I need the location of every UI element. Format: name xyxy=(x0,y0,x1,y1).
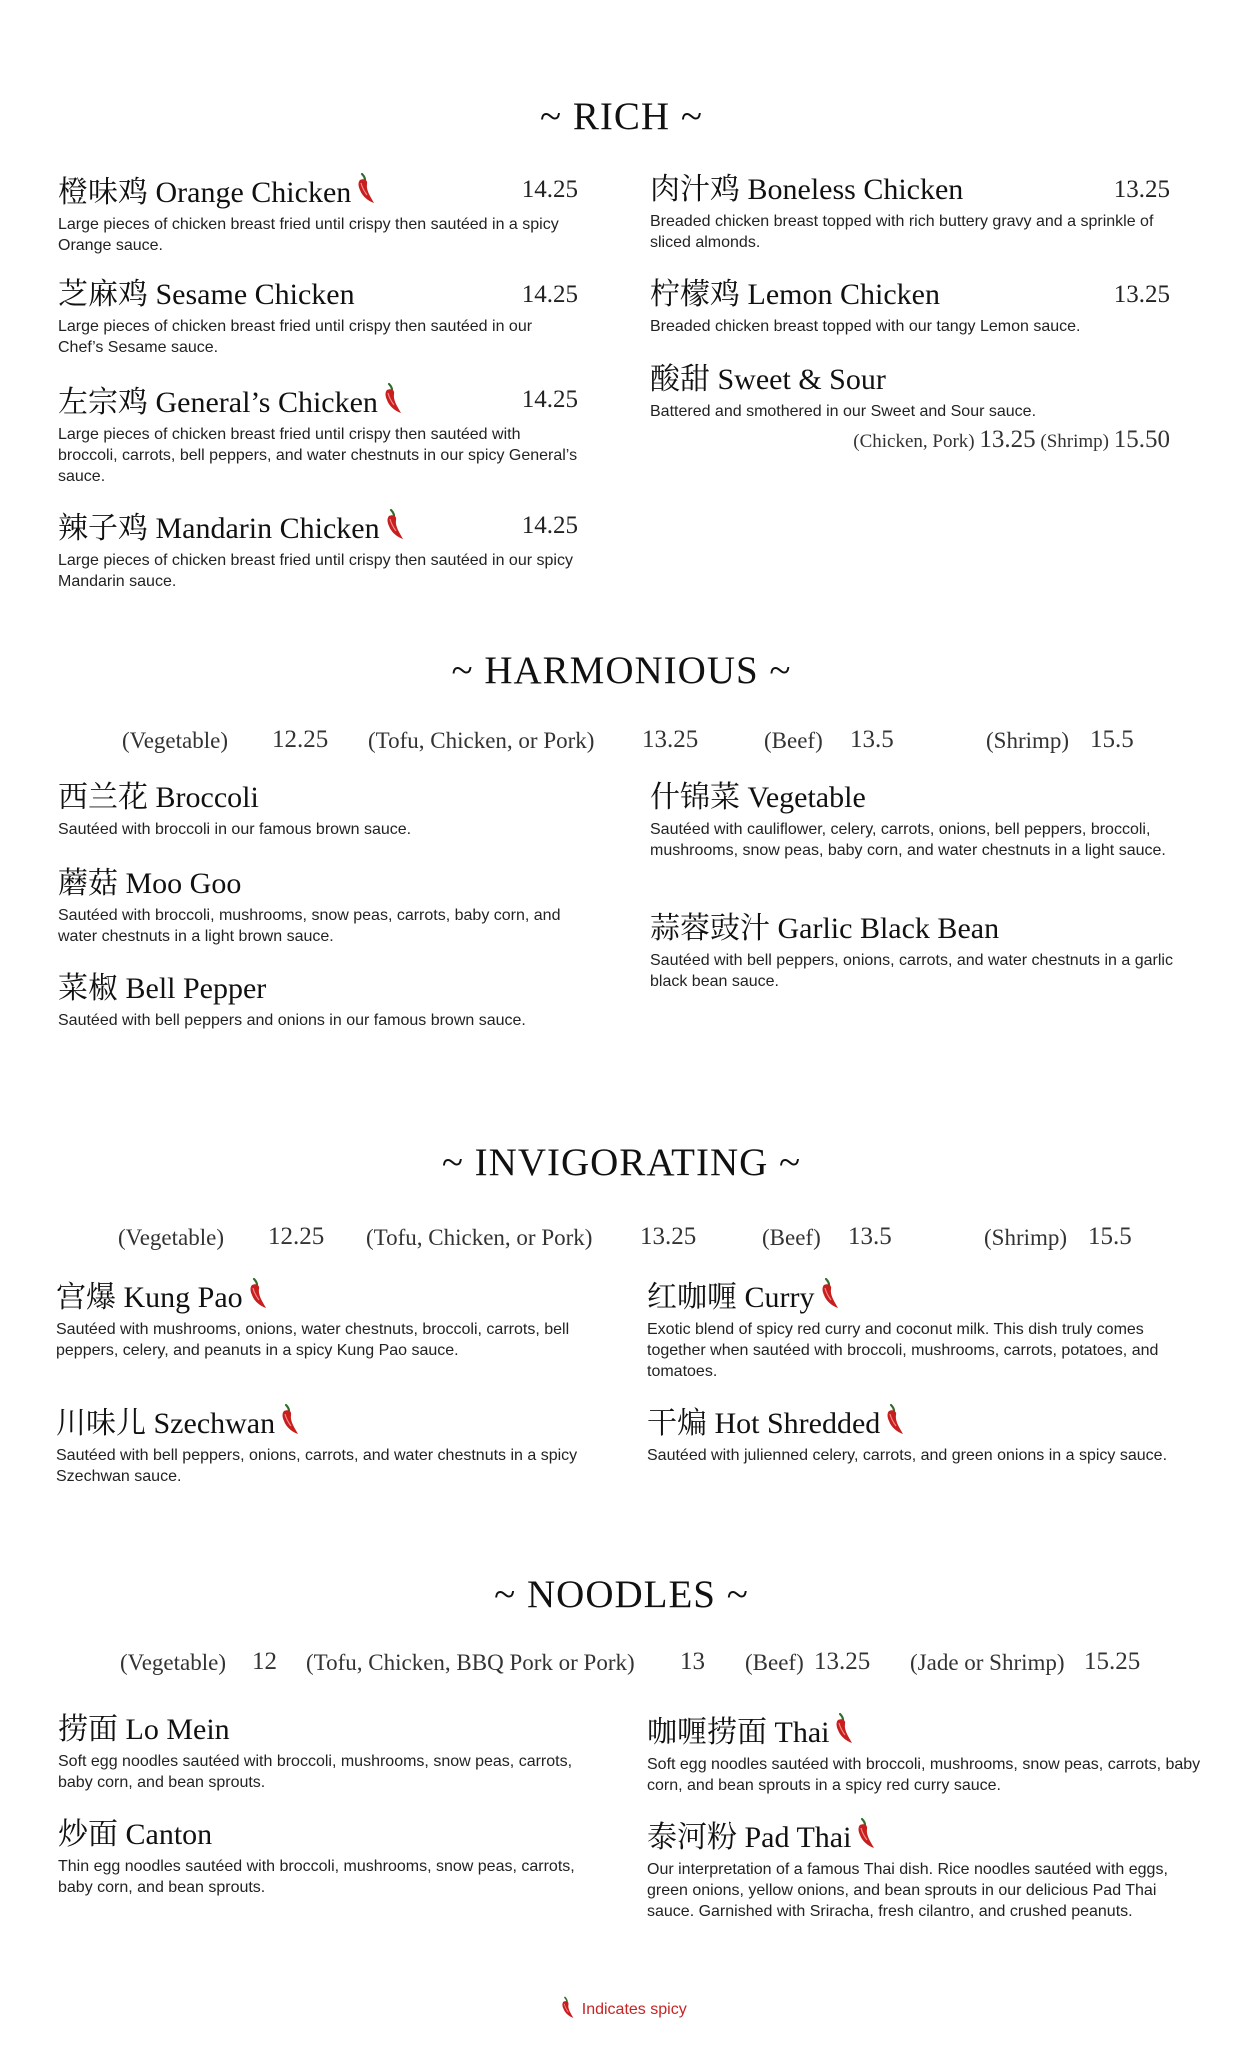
item-price: 14.25 xyxy=(521,176,578,203)
price-option-label: (Shrimp) xyxy=(1040,431,1109,452)
spicy-legend xyxy=(0,1996,1243,2020)
item-name xyxy=(647,1277,1192,1316)
item-name-en: Curry xyxy=(744,1281,815,1314)
chili-pepper-icon xyxy=(559,1996,575,2020)
price-option-label: (Chicken, Pork) xyxy=(853,431,975,452)
item-name xyxy=(647,1712,1207,1751)
item-name-zh: 红咖喱 xyxy=(647,1281,737,1314)
menu-item-orange-chicken xyxy=(58,172,578,256)
item-name-en: Canton xyxy=(125,1818,213,1851)
price-value: 13.25 xyxy=(642,726,699,753)
item-name-zh: 橙味鸡 xyxy=(58,176,148,209)
price-value: 13.25 xyxy=(814,1648,871,1675)
item-name-en: Moo Goo xyxy=(125,867,242,900)
chili-pepper-icon xyxy=(354,172,376,206)
price-option-value: 13.25 xyxy=(979,426,1036,453)
item-name-en: Mandarin Chicken xyxy=(155,512,380,545)
price-label: (Shrimp) xyxy=(984,1225,1068,1250)
item-name xyxy=(650,911,1180,947)
item-name xyxy=(58,1817,598,1853)
item-name-zh: 肉汁鸡 xyxy=(650,173,740,206)
menu-item-lemon-chicken xyxy=(650,277,1170,337)
price-value: 12.25 xyxy=(272,726,329,753)
item-price: 13.25 xyxy=(1113,281,1170,308)
price-label: (Beef) xyxy=(762,1225,821,1250)
menu-item-curry xyxy=(647,1277,1192,1382)
item-name xyxy=(58,172,578,211)
item-description: Sautéed with broccoli, mushrooms, snow peas, carrots, baby corn, and water chestnuts in a light brown sauce. xyxy=(58,907,561,945)
price-value: 12.25 xyxy=(268,1223,325,1250)
menu-item-broccoli xyxy=(58,780,578,840)
item-name-zh: 柠檬鸡 xyxy=(650,278,740,311)
item-name-zh: 辣子鸡 xyxy=(58,512,148,545)
item-name-zh: 蘑菇 xyxy=(58,867,118,900)
menu-item-thai xyxy=(647,1712,1207,1796)
item-price: 13.25 xyxy=(1113,176,1170,203)
item-name-en: Boneless Chicken xyxy=(747,173,964,206)
item-name-zh: 左宗鸡 xyxy=(58,386,148,419)
chili-pepper-icon xyxy=(246,1277,268,1311)
item-name-zh: 菜椒 xyxy=(58,972,118,1005)
item-name xyxy=(650,172,1170,208)
menu-item-boneless-chicken xyxy=(650,172,1170,253)
item-name-en: Pad Thai xyxy=(744,1821,852,1854)
price-label: (Vegetable) xyxy=(122,728,228,753)
menu-item-canton xyxy=(58,1817,598,1898)
item-name xyxy=(56,1277,596,1316)
menu-item-bell-pepper xyxy=(58,971,578,1031)
item-name-en: General’s Chicken xyxy=(155,386,378,419)
menu-item-sesame-chicken xyxy=(58,277,578,358)
item-name-en: Lo Mein xyxy=(125,1713,230,1746)
item-name xyxy=(650,277,1170,313)
item-description: Sautéed with bell peppers, onions, carrots, and water chestnuts in a spicy Szechwan sauce. xyxy=(56,1447,578,1485)
item-name-zh: 宫爆 xyxy=(56,1281,116,1314)
item-name-zh: 什锦菜 xyxy=(650,781,740,814)
menu-item-vegetable xyxy=(650,780,1180,861)
item-name xyxy=(650,362,1170,398)
item-price: 14.25 xyxy=(521,386,578,413)
item-name-zh: 捞面 xyxy=(58,1713,118,1746)
price-label: (Tofu, Chicken, or Pork) xyxy=(368,728,595,753)
item-name-en: Sesame Chicken xyxy=(155,278,355,311)
item-description: Sautéed with cauliflower, celery, carrots, onions, bell peppers, broccoli, mushrooms, snow peas, baby corn, and water chestnuts in a light sauce. xyxy=(650,821,1166,859)
menu-item-mandarin-chicken xyxy=(58,508,578,592)
section-title-noodles: ~ NOODLES ~ xyxy=(494,1573,749,1616)
item-name-en: Garlic Black Bean xyxy=(777,912,1000,945)
item-name-en: Orange Chicken xyxy=(155,176,352,209)
item-description: Exotic blend of spicy red curry and coconut milk. This dish truly comes together when sautéed with broccoli, mushrooms, carrots, potatoes, and tomatoes. xyxy=(647,1321,1159,1380)
item-description: Sautéed with bell peppers, onions, carrots, and water chestnuts in a garlic black bean sauce. xyxy=(650,952,1173,990)
item-name-zh: 炒面 xyxy=(58,1818,118,1851)
price-label: (Vegetable) xyxy=(118,1225,224,1250)
price-label: (Beef) xyxy=(764,728,823,753)
item-name-zh: 蒜蓉豉汁 xyxy=(650,912,770,945)
item-name-en: Thai xyxy=(774,1716,830,1749)
item-name xyxy=(58,1712,598,1748)
price-value: 13 xyxy=(680,1648,705,1675)
item-description: Sautéed with broccoli in our famous brown sauce. xyxy=(58,821,412,838)
item-description: Sautéed with mushrooms, onions, water chestnuts, broccoli, carrots, bell peppers, celery, and peanuts in a spicy Kung Pao sauce. xyxy=(56,1321,570,1359)
item-description: Thin egg noodles sautéed with broccoli, mushrooms, snow peas, carrots, baby corn, and bean sprouts. xyxy=(58,1858,575,1896)
item-name-zh: 酸甜 xyxy=(650,363,710,396)
menu-item-lo-mein xyxy=(58,1712,598,1793)
menu-item-szechwan xyxy=(56,1403,616,1487)
menu-item-pad-thai xyxy=(647,1817,1207,1922)
price-label: (Shrimp) xyxy=(986,728,1070,753)
item-price-options xyxy=(650,426,1170,454)
menu-item-sweet-and-sour xyxy=(650,362,1170,454)
item-name-zh: 西兰花 xyxy=(58,781,148,814)
item-price: 14.25 xyxy=(521,281,578,308)
item-name xyxy=(647,1403,1192,1442)
item-description: Soft egg noodles sautéed with broccoli, mushrooms, snow peas, carrots, baby corn, and bean sprouts in a spicy red curry sauce. xyxy=(647,1756,1201,1794)
item-price: 14.25 xyxy=(521,512,578,539)
item-description: Large pieces of chicken breast fried until crispy then sautéed in our Chef’s Sesame sauce. xyxy=(58,318,533,356)
price-option-value: 15.50 xyxy=(1113,426,1170,453)
menu-item-hot-shredded xyxy=(647,1403,1192,1466)
item-name-zh: 川味儿 xyxy=(56,1407,146,1440)
item-name-zh: 咖喱捞面 xyxy=(647,1716,767,1749)
item-name-en: Vegetable xyxy=(747,781,866,814)
price-label: (Tofu, Chicken, or Pork) xyxy=(366,1225,593,1250)
price-value: 13.5 xyxy=(850,726,894,753)
item-name xyxy=(58,780,578,816)
item-name xyxy=(647,1817,1207,1856)
item-name-zh: 泰河粉 xyxy=(647,1821,737,1854)
menu-item-generals-chicken xyxy=(58,382,578,487)
item-name xyxy=(58,382,578,421)
menu-item-moo-goo xyxy=(58,866,578,947)
legend-text: Indicates spicy xyxy=(581,2001,687,2018)
price-value: 12 xyxy=(252,1648,277,1675)
price-label: (Vegetable) xyxy=(120,1650,226,1675)
item-name-en: Szechwan xyxy=(153,1407,276,1440)
item-name xyxy=(56,1403,616,1442)
chili-pepper-icon xyxy=(832,1712,854,1746)
item-name xyxy=(650,780,1180,816)
section-title-harmonious: ~ HARMONIOUS ~ xyxy=(451,649,792,692)
item-description: Breaded chicken breast topped with our tangy Lemon sauce. xyxy=(650,318,1081,335)
item-name-en: Hot Shredded xyxy=(714,1407,881,1440)
chili-pepper-icon xyxy=(278,1403,300,1437)
item-name xyxy=(58,866,578,902)
chili-pepper-icon xyxy=(381,382,403,416)
item-name-en: Broccoli xyxy=(155,781,259,814)
item-name xyxy=(58,508,578,547)
item-name-zh: 芝麻鸡 xyxy=(58,278,148,311)
price-value: 13.25 xyxy=(640,1223,697,1250)
item-name-en: Lemon Chicken xyxy=(747,278,940,311)
item-name-zh: 干煸 xyxy=(647,1407,707,1440)
item-description: Large pieces of chicken breast fried until crispy then sautéed in a spicy Orange sauce. xyxy=(58,216,559,254)
menu-item-garlic-black-bean xyxy=(650,911,1180,992)
chili-pepper-icon xyxy=(854,1817,876,1851)
item-description: Breaded chicken breast topped with rich buttery gravy and a sprinkle of sliced almonds. xyxy=(650,213,1154,251)
price-value: 15.25 xyxy=(1084,1648,1141,1675)
chili-pepper-icon xyxy=(818,1277,840,1311)
section-title-invigorating: ~ INVIGORATING ~ xyxy=(441,1141,802,1184)
price-value: 15.5 xyxy=(1090,726,1134,753)
item-description: Sautéed with julienned celery, carrots, and green onions in a spicy sauce. xyxy=(647,1447,1168,1464)
price-label: (Beef) xyxy=(745,1650,804,1675)
price-value: 13.5 xyxy=(848,1223,892,1250)
item-name-en: Kung Pao xyxy=(123,1281,243,1314)
price-label: (Jade or Shrimp) xyxy=(910,1650,1065,1675)
item-description: Soft egg noodles sautéed with broccoli, mushrooms, snow peas, carrots, baby corn, and bean sprouts. xyxy=(58,1753,573,1791)
chili-pepper-icon xyxy=(883,1403,905,1437)
item-description: Large pieces of chicken breast fried until crispy then sautéed in our spicy Mandarin sauce. xyxy=(58,552,573,590)
item-description: Large pieces of chicken breast fried until crispy then sautéed with broccoli, carrots, bell peppers, and water chestnuts in our spicy General’s sauce. xyxy=(58,426,578,485)
chili-pepper-icon xyxy=(383,508,405,542)
item-description: Battered and smothered in our Sweet and Sour sauce. xyxy=(650,403,1037,420)
item-name xyxy=(58,277,578,313)
item-name-en: Sweet & Sour xyxy=(717,363,886,396)
item-description: Sautéed with bell peppers and onions in our famous brown sauce. xyxy=(58,1012,526,1029)
item-name xyxy=(58,971,578,1007)
price-label: (Tofu, Chicken, BBQ Pork or Pork) xyxy=(306,1650,635,1675)
price-value: 15.5 xyxy=(1088,1223,1132,1250)
item-name-en: Bell Pepper xyxy=(125,972,267,1005)
section-title-rich: ~ RICH ~ xyxy=(540,95,703,138)
menu-item-kung-pao xyxy=(56,1277,596,1361)
item-description: Our interpretation of a famous Thai dish. Rice noodles sautéed with eggs, green onions, yellow onions, and bean sprouts in our delicious Pad Thai sauce. Garnished with Sriracha, fresh cilantro, and crushed peanuts. xyxy=(647,1861,1168,1920)
